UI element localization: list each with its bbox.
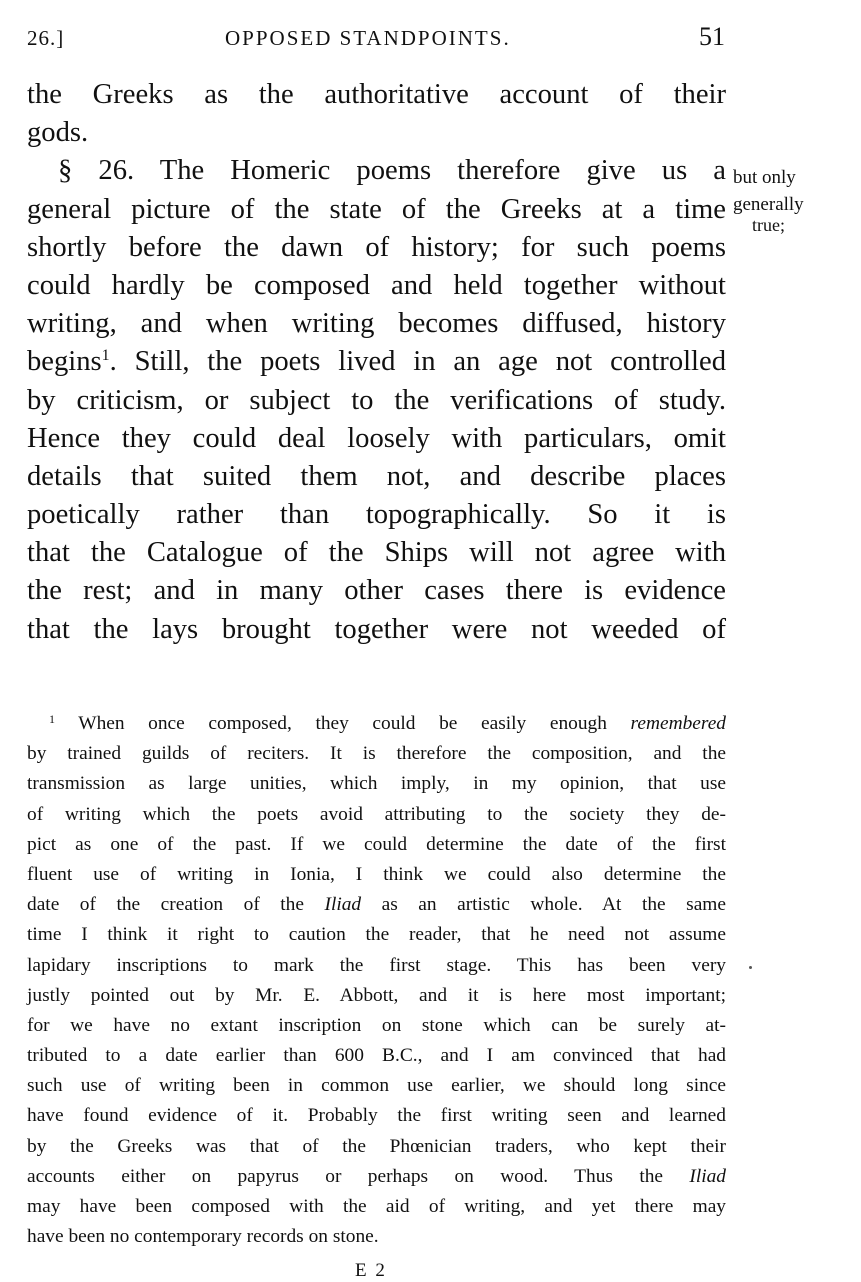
marginal-note-line: true; — [752, 215, 785, 235]
footnote-line: tributed to a date earlier than 600 B.C., and I am convinced that had — [27, 1045, 726, 1067]
footnote-line: have found evidence of it. Probably the first writing seen and learned — [27, 1105, 726, 1127]
text-line: gods. — [27, 117, 89, 149]
footnote-line: by trained guilds of reciters. It is therefore the composition, and the — [27, 743, 726, 765]
text-line: Hence they could deal loosely with particulars, omit — [27, 422, 726, 454]
text-line: that the Catalogue of the Ships will not agree with — [27, 537, 726, 569]
text-line: shortly before the dawn of history; for such poems — [27, 231, 726, 263]
footnote-line: lapidary inscriptions to mark the first stage. This has been very — [27, 954, 726, 976]
text-line — [27, 152, 726, 190]
footnote-line: fluent use of writing in Ionia, I think we could also determine the — [27, 863, 726, 885]
title-iliad: Iliad — [689, 1165, 726, 1187]
section-reference: 26.] — [27, 26, 65, 50]
marginal-note-line: but only — [733, 167, 796, 188]
text-line: that the lays brought together were not weeded of — [27, 613, 726, 645]
page-number: 51 — [699, 22, 725, 51]
running-head — [27, 22, 727, 54]
footnote-line: time I think it right to caution the reader, that he need not assume — [27, 924, 726, 946]
text-line: the Greeks as the authoritative account of their — [27, 79, 726, 110]
footnote-line: pict as one of the past. If we could determine the date of the first — [27, 833, 726, 855]
ink-speck — [749, 966, 752, 969]
footnote-line: such use of writing been in common use earlier, we should long since — [27, 1075, 726, 1097]
running-title: OPPOSED STANDPOINTS. — [225, 26, 511, 50]
text-line: by criticism, or subject to the verifications of study. — [27, 384, 726, 416]
text-line: could hardly be composed and held together without — [27, 269, 726, 301]
footnote-line: have been no contemporary records on stone. — [27, 1226, 379, 1248]
footnote-line: justly pointed out by Mr. E. Abbott, and it is here most important; — [27, 984, 726, 1006]
marginal-note-line: generally — [733, 194, 804, 215]
footnote-line: accounts either on papyrus or perhaps on wood. Thus the Iliad — [27, 1165, 726, 1187]
footnote-line: of writing which the poets avoid attributing to the society they de- — [27, 803, 726, 825]
footnote-line: $^1$ When once composed, they could be easily enough remembered — [49, 712, 727, 734]
footnote-line: by the Greeks was that of the Phœnician traders, who kept their — [27, 1135, 726, 1157]
section-26-start: § 26. The Homeric poems therefore give us a — [58, 155, 726, 187]
printer-signature-mark: E 2 — [355, 1260, 387, 1281]
text-line: poetically rather than topographically. So it is — [27, 499, 726, 531]
footnote-line: may have been composed with the aid of writing, and yet there may — [27, 1196, 726, 1217]
title-iliad: Iliad — [324, 894, 362, 916]
footnote — [27, 709, 726, 1252]
footnote-line: for we have no extant inscription on stone which can be surely at- — [27, 1014, 726, 1036]
footnote-marker: 1 — [49, 712, 55, 726]
main-text — [27, 76, 726, 649]
text-line: the rest; and in many other cases there is evidence — [27, 575, 726, 607]
footnote-line: date of the creation of the Iliad as an artistic whole. At the same — [27, 894, 726, 916]
text-line: begins$^1$. Still, the poets lived in an age not controlled — [27, 346, 726, 378]
text-line: writing, and when writing becomes diffused, history — [27, 308, 726, 340]
text-line: general picture of the state of the Greeks at a time — [27, 193, 726, 225]
footnote-line: transmission as large unities, which imply, in my opinion, that use — [27, 773, 726, 795]
text-line: details that suited them not, and describe places — [27, 460, 726, 492]
footnote-reference[interactable]: 1 — [101, 347, 110, 365]
